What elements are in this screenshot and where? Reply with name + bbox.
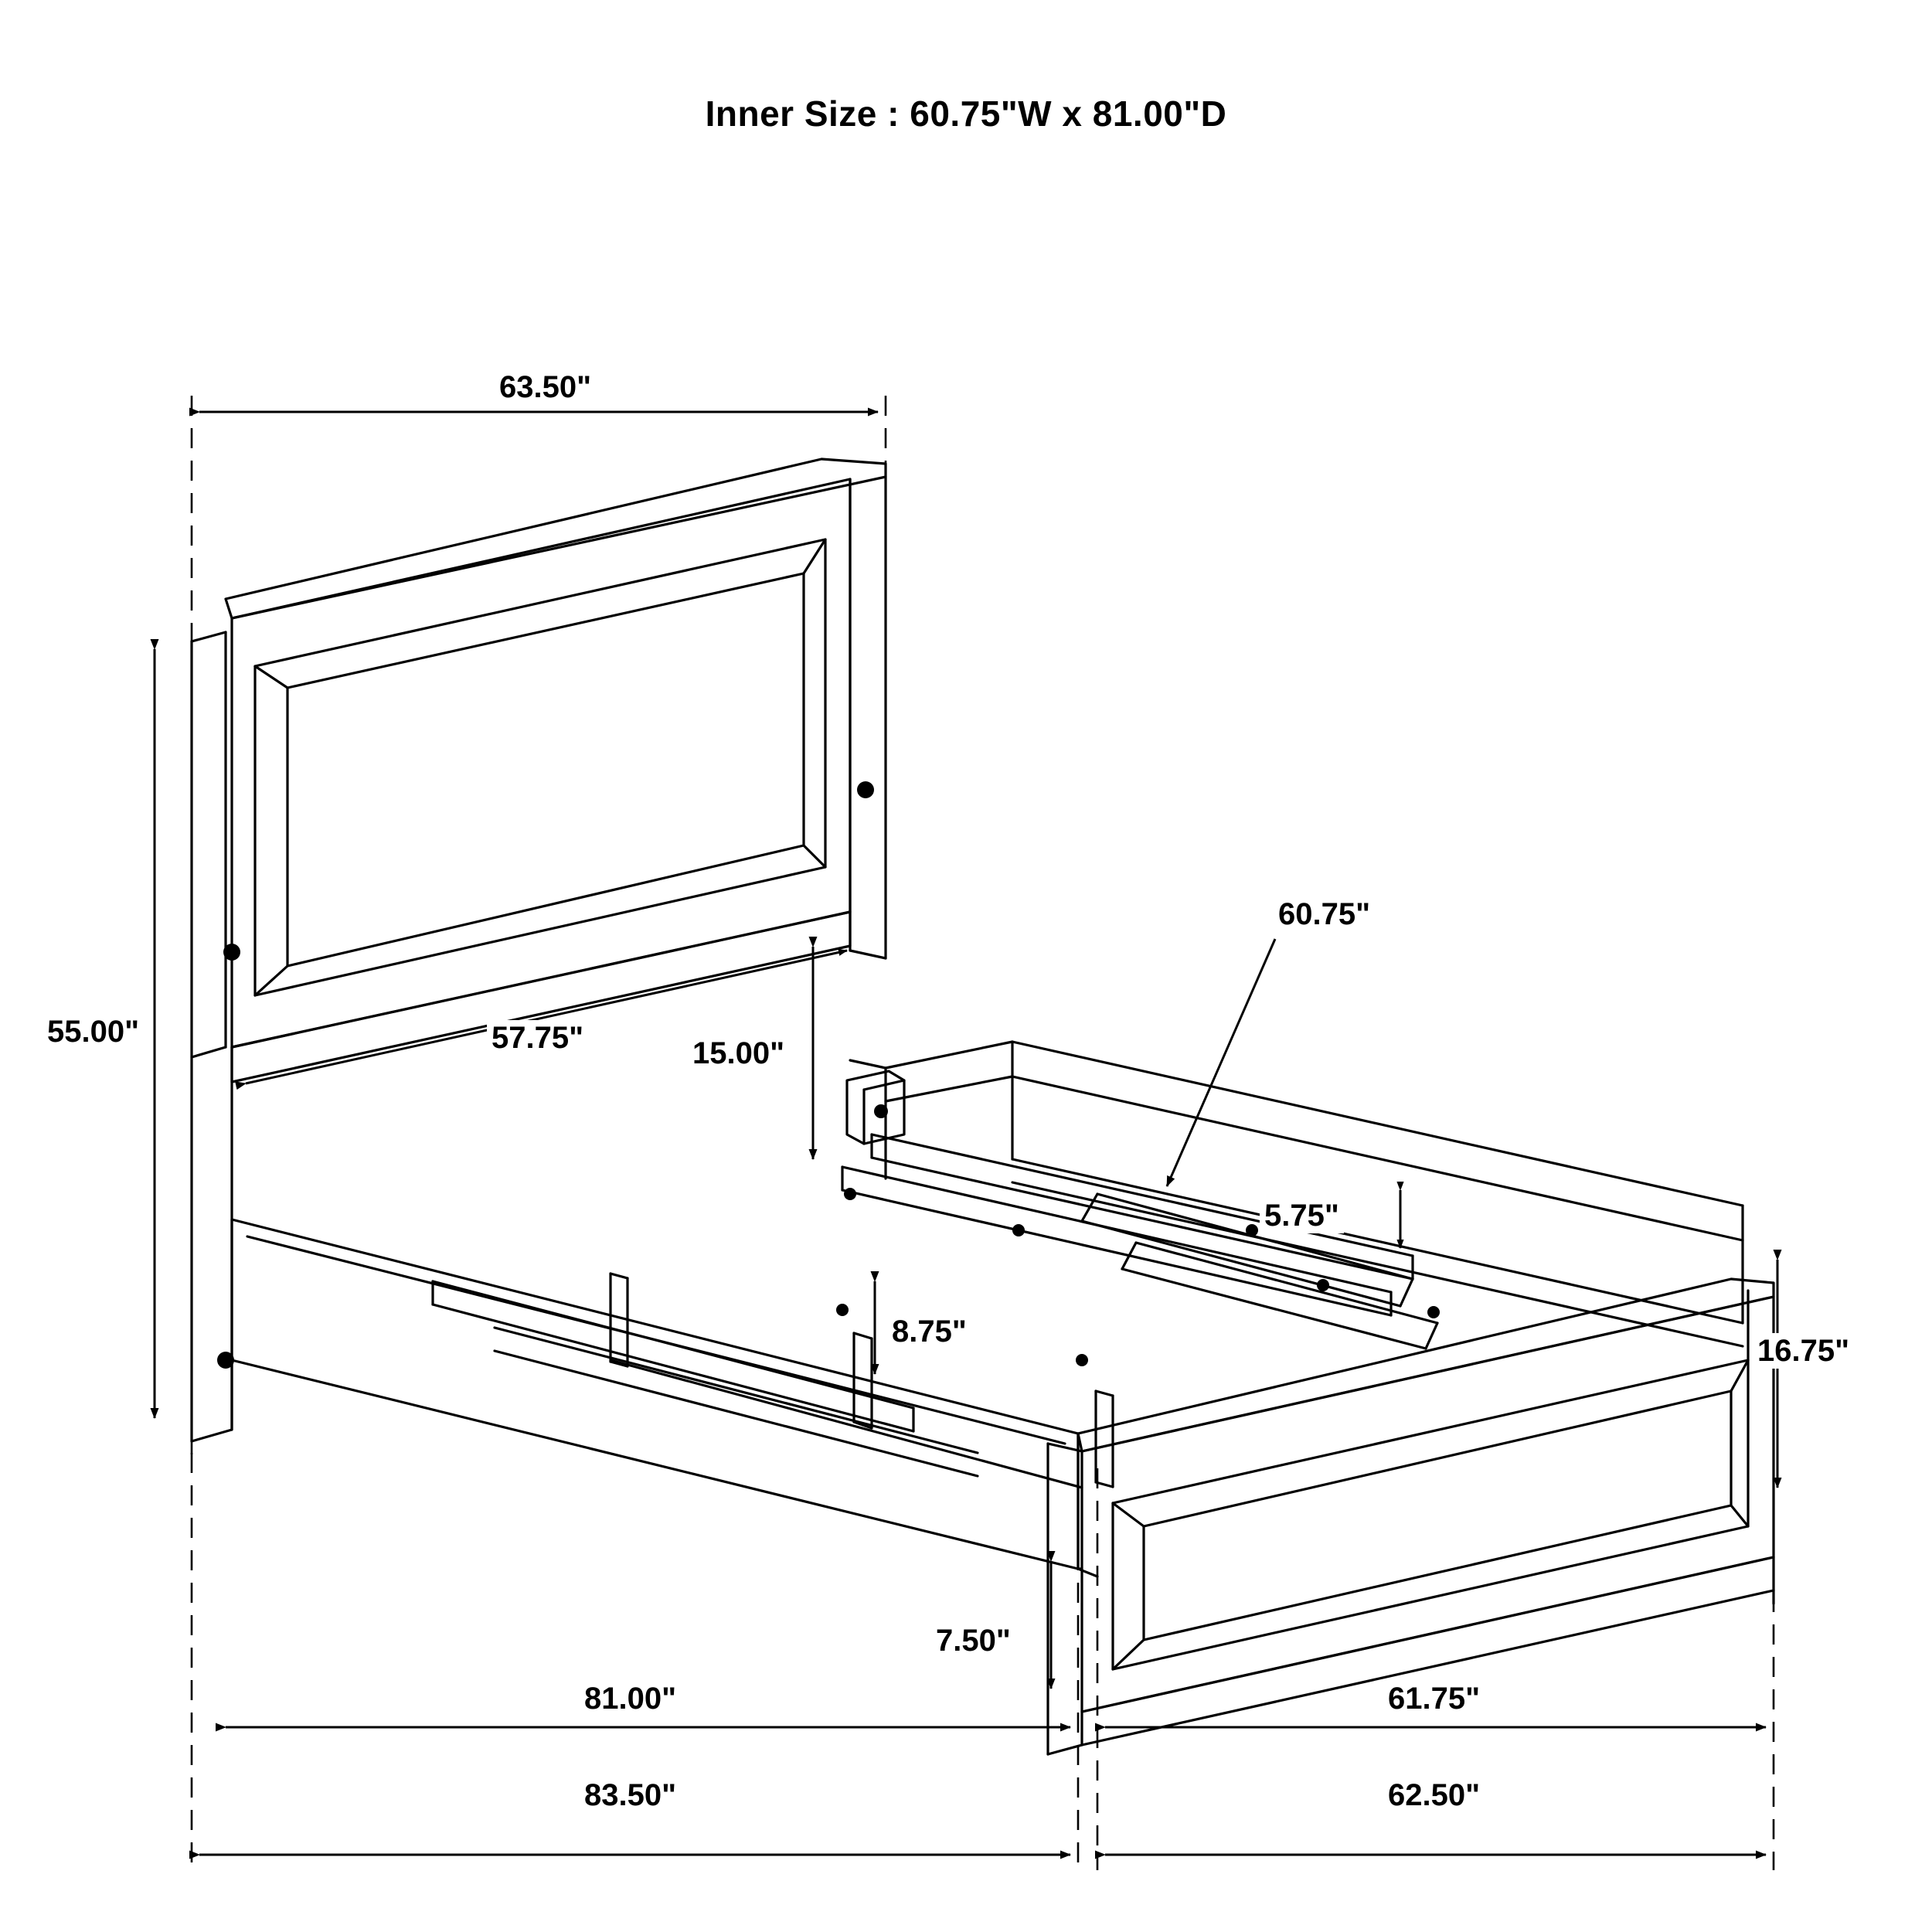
dim-headboard-panel-width: 57.75" (487, 1020, 588, 1056)
dim-rail-top-thickness: 5.75" (1260, 1198, 1344, 1233)
bed-geometry (192, 459, 1774, 1754)
dim-overall-depth: 83.50" (580, 1777, 681, 1813)
dim-footboard-inner-width: 61.75" (1383, 1681, 1485, 1716)
dim-footboard-outer-width: 62.50" (1383, 1777, 1485, 1813)
dim-inner-depth: 81.00" (580, 1681, 681, 1716)
dim-slat-height: 8.75" (887, 1314, 971, 1349)
dim-footboard-ground-gap: 7.50" (931, 1623, 1015, 1658)
dim-footboard-height: 16.75" (1753, 1333, 1854, 1369)
dim-overall-height: 55.00" (43, 1014, 144, 1049)
dim-center-support-width: 60.75" (1274, 896, 1375, 932)
dim-slat-clearance-height: 15.00" (688, 1036, 789, 1071)
dim-headboard-width: 63.50" (495, 369, 596, 405)
page-title: Inner Size : 60.75"W x 81.00"D (705, 94, 1227, 134)
